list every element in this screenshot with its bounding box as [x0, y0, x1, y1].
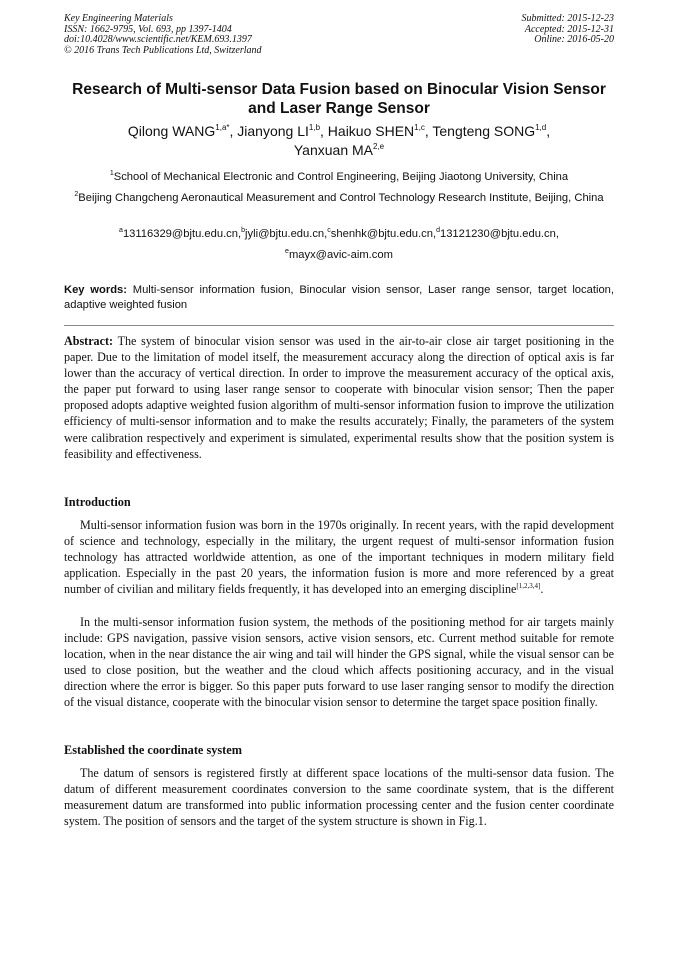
issn-line: ISSN: 1662-9795, Vol. 693, pp 1397-1404	[64, 23, 232, 35]
keywords-label: Key words:	[64, 284, 127, 296]
submitted-date: Submitted: 2015-12-23	[521, 13, 614, 24]
affiliation-1: $^1$School of Mechanical Electronic and Control Engineering, Beijing Jiaotong University, China	[109, 170, 569, 183]
doi-line: doi:10.4028/www.scientific.net/KEM.693.1397	[64, 34, 252, 46]
abstract-text: The system of binocular vision sensor was used in the air-to-air close air target positioning in the paper. Due to the limitation of model itself, the measurement accuracy along the direction of optical axis is far lower than the accuracy of vertical direction. In order to improve the measurement accuracy of the optical axis, the paper put forward to using laser range sensor to cooperate with binocular vision sensor; Then the paper proposed adopts adaptive weighted fusion algorithm of multi-sensor information fusion to improve the utilization efficiency of multi-sensor information and to make the results accurately; Finally, the parameters of the system were calibration respectively and experiment is simulated, experimental results show that the position system is feasibility and effectiveness.	[64, 334, 614, 461]
introduction-paragraph-1: Multi-sensor information fusion was born in the 1970s originally. In recent years, with the rapid development of science and technology, especially in the military, the urgent request of multi-sensor information fusion technology has attracted worldwide attention, as one of the important techniques in modern military field application. Especially in the past 20 years, the information fusion is more and more referenced by a great number of civilian and military fields frequently, it has developed into an emerging discipline[1,2,3,4].	[64, 518, 614, 597]
author-sup: 1,a*	[215, 123, 230, 132]
coordinate-system-heading: Established the coordinate system	[64, 743, 242, 757]
abstract-label: Abstract:	[64, 334, 114, 348]
keywords	[64, 283, 614, 313]
author: Qilong $WANG^{1,a*}$,	[127, 123, 238, 139]
author-list	[64, 122, 614, 160]
coordinate-system-paragraph: The datum of sensors is registered firstly at different space locations of the multi-sensor data fusion. The datum of different measurement coordinates conversion to the same coordinate system, that is the different measurement datum are transformed into public information processing center and the fusion center coordinate system. The position of sensors and the target of the system structure is shown in Fig.1.	[64, 766, 614, 829]
author: Tengteng SONG$^{1,d}$,	[432, 123, 551, 139]
author-name: Qilong WANG	[127, 123, 216, 139]
author-name: Yanxuan MA	[293, 142, 373, 158]
email-link[interactable]: mayx@avic-aim.com	[288, 249, 393, 261]
author-sup: 1,b	[308, 123, 321, 132]
journal-header-left	[64, 14, 262, 56]
author: Haikuo SHEN$^{1,c}$,	[327, 123, 433, 139]
affiliation-2: $^2$Beijing Changcheng Aeronautical Measurement and Control Technology Research Institute, Beijing, China	[74, 191, 604, 204]
keywords-text: Multi-sensor information fusion, Binocular vision sensor, Laser range sensor, target location, adaptive weighted fusion	[64, 284, 614, 311]
paper-title: Research of Multi-sensor Data Fusion based on Binocular Vision Sensor and Laser Range Sensor	[72, 81, 606, 117]
author-name: Haikuo SHEN	[327, 123, 415, 139]
email-link[interactable]: jyli@bjtu.edu.cn,	[245, 228, 328, 240]
accepted-date: Accepted: 2015-12-31	[524, 23, 614, 35]
journal-header-right	[522, 14, 615, 46]
author: Jianyong LI$^{1,b}$,	[237, 123, 328, 139]
citation[interactable]: [1,2,3,4]	[516, 582, 541, 591]
introduction-paragraph-2: In the multi-sensor information fusion system, the methods of the positioning method for air targets mainly include: GPS navigation, passive vision sensors, active vision sensors, etc. Current method suitable for remote location, when in the near distance the air wing and tail will hinder the GPS signal, while the visual sensor can be used to close position, but the weather and the cloud which affects positioning accuracy, and in the visual direction where the error is bigger. So this paper puts forward to use laser ranging sensor to modify the direction of the visual distance, cooperate with the binocular vision sensor to determine the target space position finally.	[64, 615, 614, 710]
online-date: Online: 2016-05-20	[534, 34, 614, 46]
author-email-last: $^e$mayx@avic-aim.com	[285, 248, 393, 261]
author-sup: 1,d	[535, 123, 547, 132]
copyright-line: © 2016 Trans Tech Publications Ltd, Switzerland	[64, 44, 262, 56]
introduction-heading: Introduction	[64, 495, 131, 509]
author	[294, 142, 384, 158]
author-emails: $^a$13116329@bjtu.edu.cn,$^b$jyli@bjtu.edu.cn,$^c$shenhk@bjtu.edu.cn,$^d$13121230@bjtu.edu.cn,	[119, 227, 559, 240]
email-link[interactable]: 13121230@bjtu.edu.cn,	[439, 228, 559, 240]
author-sup: 2,e	[373, 142, 385, 151]
abstract	[64, 333, 614, 462]
author-name: Tengteng SONG	[432, 123, 536, 139]
journal-name: Key Engineering Materials	[64, 13, 173, 24]
email-link[interactable]: shenhk@bjtu.edu.cn,	[330, 228, 437, 240]
section-divider	[64, 325, 614, 326]
author-name: Jianyong LI	[237, 123, 309, 139]
author-sup: 1,c	[414, 123, 425, 132]
email-link[interactable]: 13116329@bjtu.edu.cn,	[122, 228, 242, 240]
